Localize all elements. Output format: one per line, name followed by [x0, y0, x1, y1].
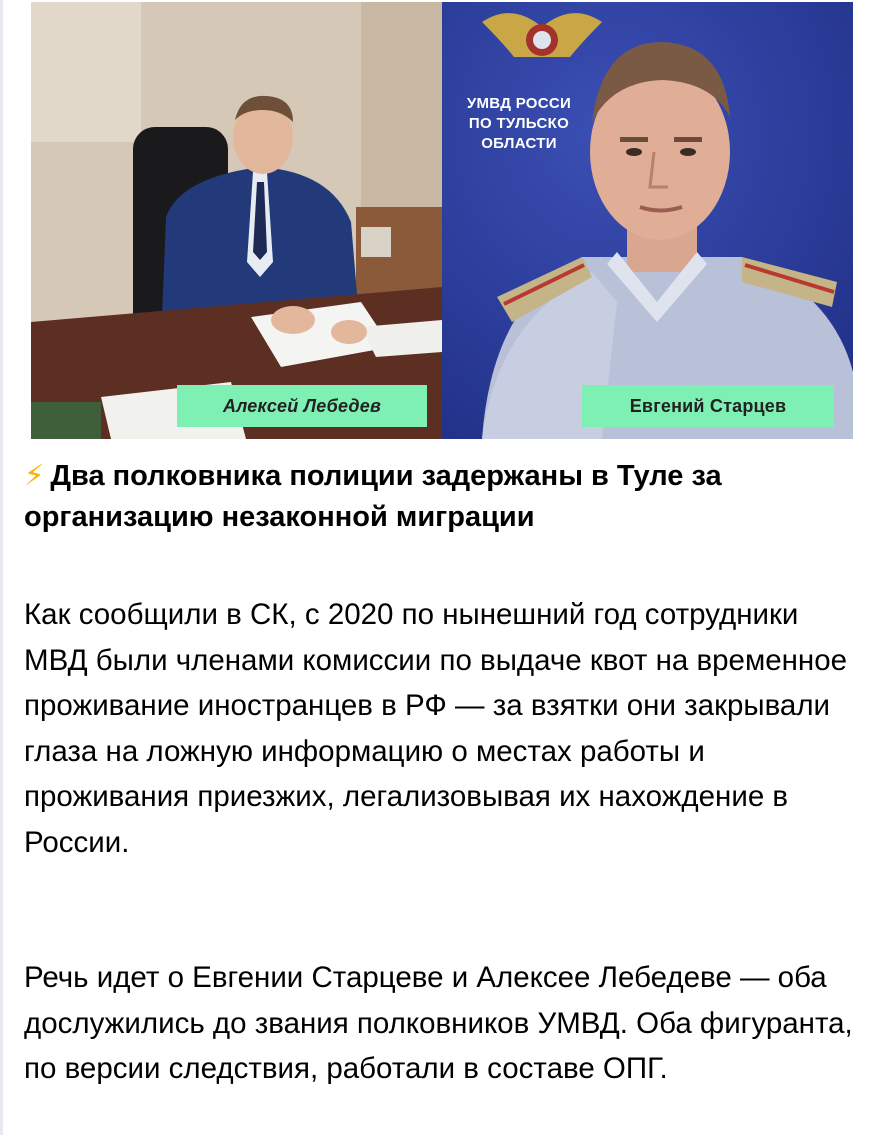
post-paragraph-1: Как сообщили в СК, с 2020 по нынешний год сотрудники МВД были членами комиссии по выдаче квот на временное проживание иностранцев в РФ — за взятки они закрывали глаза на ложную информацию о местах работы и проживания приезжих, легализовывая их нахождение в России.: [24, 598, 848, 859]
photo-right-panel: [442, 2, 853, 439]
office-scene-illustration: [31, 2, 442, 439]
post-headline: [24, 456, 864, 538]
emblem-caption: УМВД РОССИ ПО ТУЛЬСКО ОБЛАСТИ: [466, 95, 572, 152]
chat-edge: [0, 0, 3, 1135]
officer-portrait-illustration: [442, 2, 853, 439]
lightning-icon: ⚡: [24, 460, 45, 492]
photo-left-panel: [31, 2, 442, 439]
post-photo[interactable]: [31, 2, 853, 439]
headline-text: Два полковника полиции задержаны в Туле за организацию незаконной миграции: [24, 460, 722, 533]
post-paragraph-2: Речь идет о Евгении Старцеве и Алексее Лебедеве — оба дослужились до звания полковников УМВД. Оба фигуранта, по версии следствия, работали в составе ОПГ.: [24, 961, 853, 1085]
name-plate-startsev: Евгений Старцев: [582, 385, 834, 427]
name-plate-lebedev: Алексей Лебедев: [177, 385, 427, 427]
